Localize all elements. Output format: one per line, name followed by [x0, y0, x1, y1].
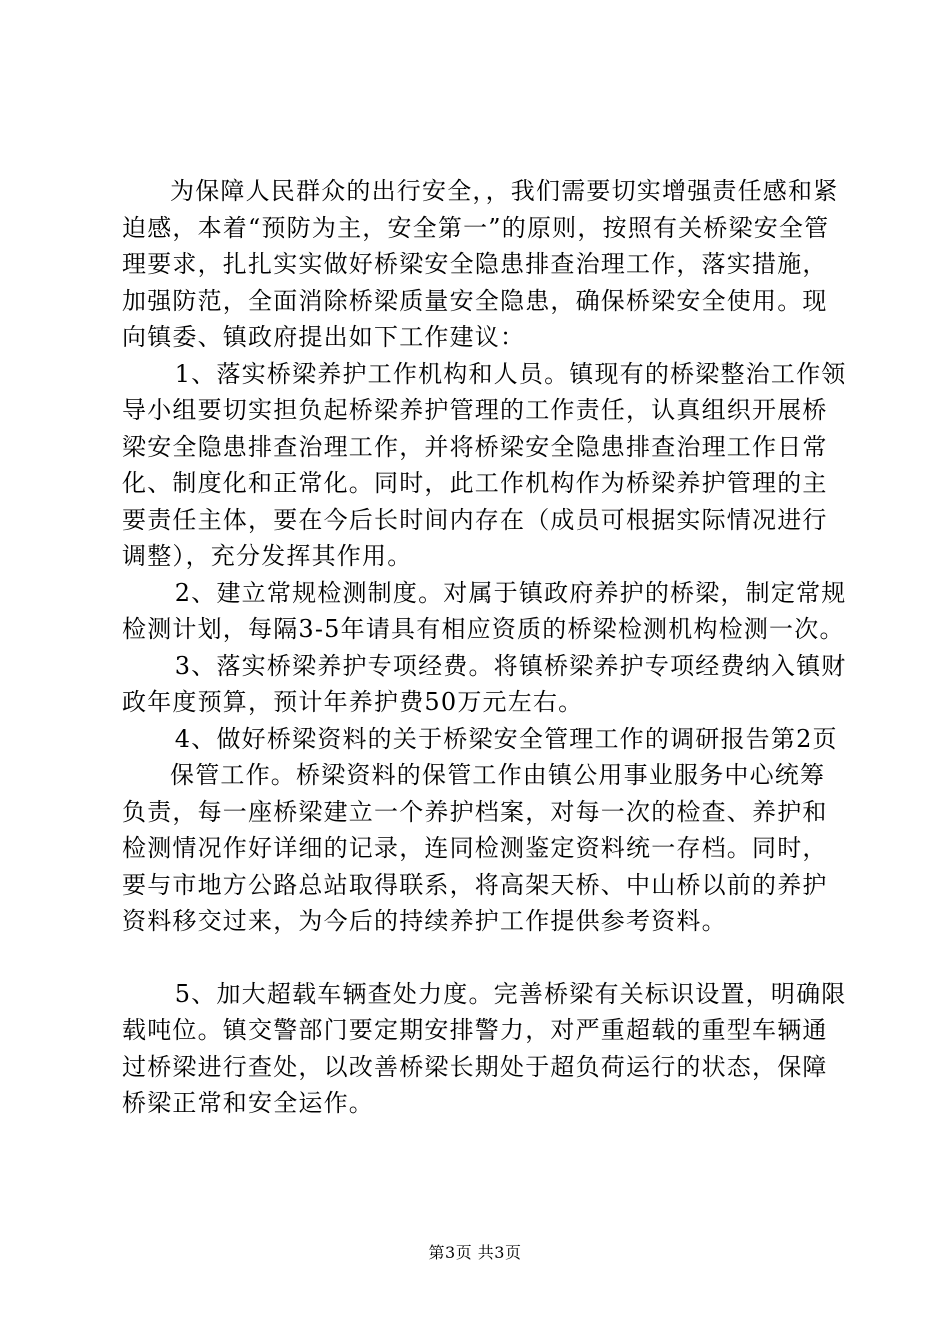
suggestion-2-paragraph: 2、建立常规检测制度。对属于镇政府养护的桥梁，制定常规检测计划，每隔3-5年请具有相应资质的桥梁检测机构检测一次。	[122, 578, 847, 643]
suggestion-4-paragraph: 4、做好桥梁资料的关于桥梁安全管理工作的调研报告第2页	[174, 724, 838, 753]
intro-paragraph: 为保障人民群众的出行安全，，我们需要切实增强责任感和紧迫感，本着“预防为主，安全第一”的原则，按照有关桥梁安全管理要求，扎扎实实做好桥梁安全隐患排查治理工作，落实措施，加强防范，全面消除桥梁质量安全隐患，确保桥梁安全使用。现向镇委、镇政府提出如下工作建议：	[122, 177, 839, 351]
suggestion-3-paragraph: 3、落实桥梁养护专项经费。将镇桥梁养护专项经费纳入镇财政年度预算，预计年养护费50万元左右。	[122, 651, 847, 716]
suggestion-1-paragraph: 1、落实桥梁养护工作机构和人员。镇现有的桥梁整治工作领导小组要切实担负起桥梁养护管理的工作责任，认真组织开展桥梁安全隐患排查治理工作，并将桥梁安全隐患排查治理工作日常化、制度化和正常化。同时，此工作机构作为桥梁养护管理的主要责任主体，要在今后长时间内存在（成员可根据实际情况进行调整），充分发挥其作用。	[122, 359, 847, 570]
suggestion-4-continued-paragraph: 保管工作。桥梁资料的保管工作由镇公用事业服务中心统筹负责，每一座桥梁建立一个养护档案，对每一次的检查、养护和检测情况作好详细的记录，连同检测鉴定资料统一存档。同时，要与市地方公路总站取得联系，将高架天桥、中山桥以前的养护资料移交过来，为今后的持续养护工作提供参考资料。	[122, 761, 828, 935]
document-body	[122, 173, 847, 1122]
suggestion-5-paragraph: 5、加大超载车辆查处力度。完善桥梁有关标识设置，明确限载吨位。镇交警部门要定期安排警力，对严重超载的重型车辆通过桥梁进行查处，以改善桥梁长期处于超负荷运行的状态，保障桥梁正常和安全运作。	[122, 979, 847, 1117]
page-footer: 第3页 共3页	[428, 1243, 522, 1262]
